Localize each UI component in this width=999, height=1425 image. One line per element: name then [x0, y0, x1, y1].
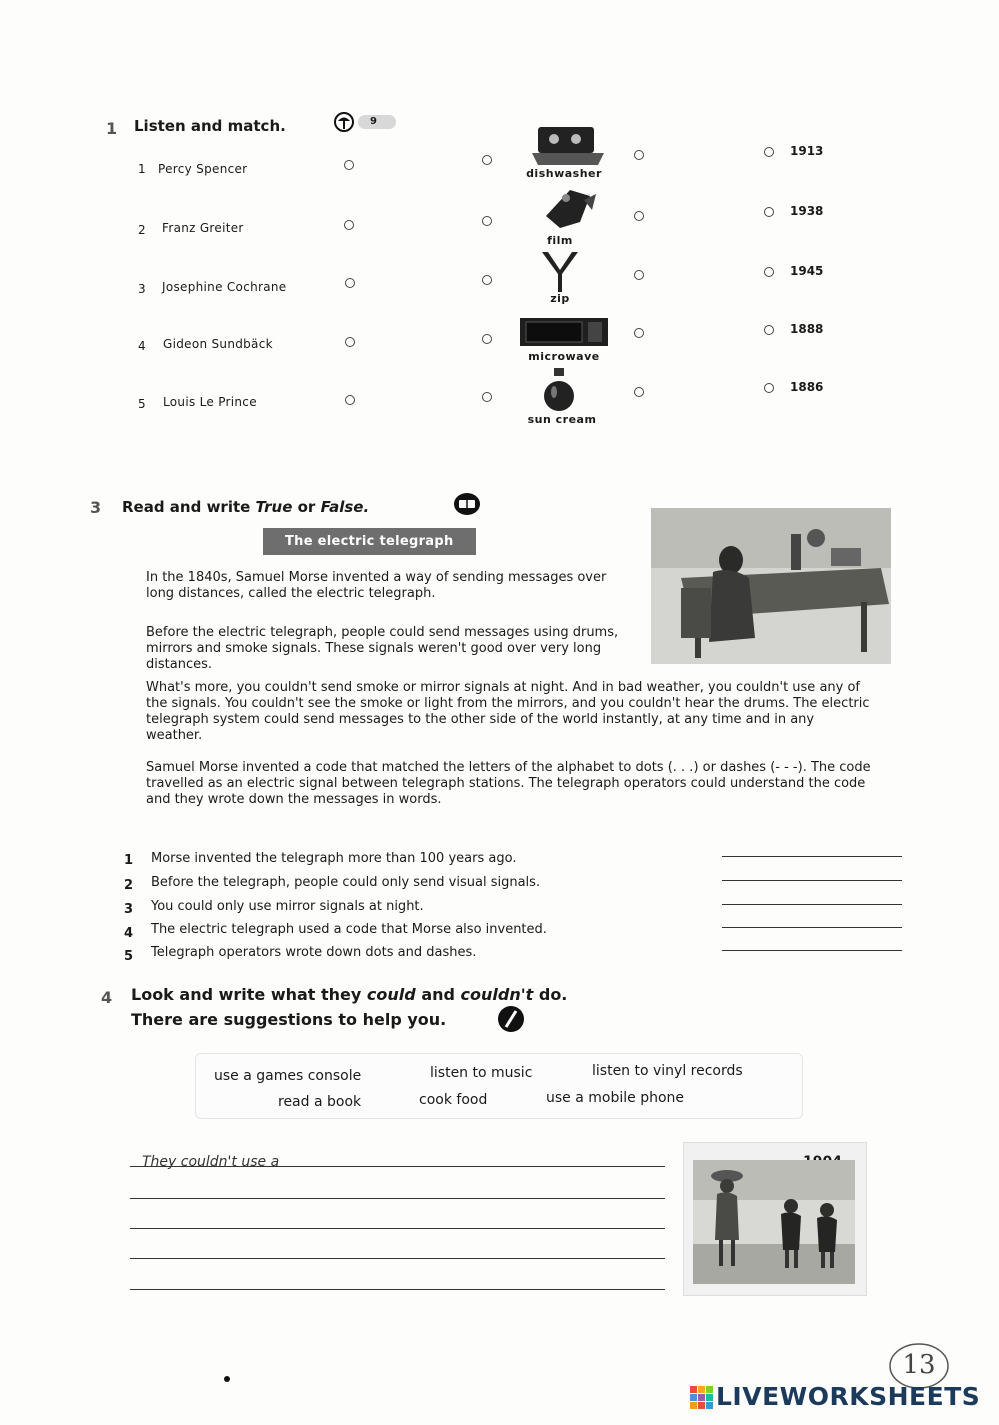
stray-dot — [224, 1376, 230, 1382]
answer-line-5[interactable] — [722, 950, 902, 951]
answer-line-3[interactable] — [722, 904, 902, 905]
pencil-icon — [496, 1005, 526, 1037]
audio-icon[interactable] — [332, 112, 356, 132]
example-answer: They couldn't use a — [142, 1154, 280, 1170]
statement-1-number: 1 — [124, 853, 134, 868]
person-3-number: 3 — [138, 282, 146, 296]
sun-cream-bottle-icon — [541, 366, 577, 416]
match-dot-person-5[interactable] — [345, 395, 355, 405]
year-1: 1913 — [790, 144, 824, 158]
item-5-caption: sun cream — [527, 413, 597, 426]
writing-line-1[interactable] — [130, 1166, 665, 1167]
statement-2-text: Before the telegraph, people could only send visual signals. — [151, 875, 541, 890]
year-3: 1945 — [790, 264, 824, 278]
statement-4-number: 4 — [124, 926, 134, 941]
match-dot-item-1-left[interactable] — [482, 155, 492, 165]
page-number: 13 — [902, 1350, 936, 1380]
writing-line-3[interactable] — [130, 1228, 665, 1229]
match-dot-item-2-right[interactable] — [634, 211, 644, 221]
match-dot-item-2-left[interactable] — [482, 216, 492, 226]
person-4-name: Gideon Sundbäck — [163, 337, 273, 351]
match-dot-item-3-left[interactable] — [482, 275, 492, 285]
match-dot-item-4-left[interactable] — [482, 334, 492, 344]
match-dot-person-3[interactable] — [345, 278, 355, 288]
reading-icon — [452, 492, 482, 520]
writing-line-4[interactable] — [130, 1258, 665, 1259]
statement-3-text: You could only use mirror signals at night. — [151, 899, 424, 914]
exercise-1-number: 1 — [106, 119, 118, 138]
paragraph-1-container — [146, 570, 624, 602]
statement-5-number: 5 — [124, 949, 134, 964]
suggestion-use-mobile-phone[interactable]: use a mobile phone — [546, 1090, 685, 1106]
item-2-caption: film — [547, 234, 573, 247]
match-dot-item-4-right[interactable] — [634, 328, 644, 338]
exercise-3-number: 3 — [90, 498, 102, 517]
person-3-name: Josephine Cochrane — [162, 280, 287, 294]
exercise-1-title: Listen and match. — [134, 117, 286, 135]
beach-photo — [693, 1160, 855, 1284]
answer-line-4[interactable] — [722, 927, 902, 928]
item-4-caption: microwave — [528, 350, 600, 363]
writing-line-2[interactable] — [130, 1198, 665, 1199]
match-dot-item-5-left[interactable] — [482, 392, 492, 402]
track-badge: 9 — [358, 115, 396, 129]
match-dot-person-4[interactable] — [345, 337, 355, 347]
statement-2-number: 2 — [124, 878, 134, 893]
statement-1-text: Morse invented the telegraph more than 100 years ago. — [151, 851, 517, 866]
text-title: The electric telegraph — [263, 528, 476, 555]
statement-4-text: The electric telegraph used a code that Morse also invented. — [151, 922, 547, 937]
match-dot-year-2[interactable] — [764, 207, 774, 217]
answer-line-1[interactable] — [722, 856, 902, 857]
year-4: 1888 — [790, 322, 824, 336]
telegraph-photo — [651, 508, 891, 664]
paragraph-1: In the 1840s, Samuel Morse invented a way of sending messages over long distances, called the electric telegraph. — [146, 570, 607, 601]
year-5: 1886 — [790, 380, 824, 394]
match-dot-year-5[interactable] — [764, 383, 774, 393]
dishwasher-icon — [528, 125, 608, 171]
suggestion-read-a-book[interactable]: read a book — [278, 1094, 362, 1110]
statement-5-text: Telegraph operators wrote down dots and dashes. — [151, 945, 477, 960]
match-dot-year-1[interactable] — [764, 147, 774, 157]
match-dot-person-2[interactable] — [344, 220, 354, 230]
statement-3-number: 3 — [124, 902, 134, 917]
paragraph-3-container — [146, 680, 871, 744]
suggestion-cook-food[interactable]: cook food — [419, 1092, 488, 1108]
answer-line-2[interactable] — [722, 880, 902, 881]
item-3-caption: zip — [550, 292, 570, 305]
liveworksheets-logo-icon — [690, 1386, 714, 1410]
match-dot-item-3-right[interactable] — [634, 270, 644, 280]
paragraph-4-container — [146, 760, 886, 808]
suggestion-listen-to-music[interactable]: listen to music — [430, 1065, 533, 1081]
person-4-number: 4 — [138, 339, 146, 353]
exercise-4-subtitle: There are suggestions to help you. — [131, 1010, 447, 1029]
match-dot-year-3[interactable] — [764, 267, 774, 277]
match-dot-item-5-right[interactable] — [634, 387, 644, 397]
exercise-3-title: Read and write True or False. — [122, 498, 370, 516]
paragraph-4: Samuel Morse invented a code that matched the letters of the alphabet to dots (. . .) or dashes (- - -). The code travelled as an electric signal between telegraph stations. The telegraph operators could understand the code and they wrote down the messages in words. — [146, 760, 871, 807]
person-1-name: Percy Spencer — [158, 162, 248, 176]
year-2: 1938 — [790, 204, 824, 218]
brand-name: LIVEWORKSHEETS — [716, 1382, 981, 1411]
zip-icon — [538, 250, 582, 298]
paragraph-3: What's more, you couldn't send smoke or mirror signals at night. And in bad weather, you couldn't use any of the signals. You couldn't see the smoke or light from the mirrors, and you couldn't hear the drums. The electric telegraph system could send messages to the other side of the world instantly, at any time and in any weather. — [146, 680, 870, 743]
item-1-caption: dishwasher — [526, 167, 602, 180]
writing-line-5[interactable] — [130, 1289, 665, 1290]
person-5-name: Louis Le Prince — [163, 395, 257, 409]
match-dot-person-1[interactable] — [344, 160, 354, 170]
suggestion-listen-to-vinyl[interactable]: listen to vinyl records — [592, 1063, 743, 1079]
exercise-4-number: 4 — [101, 988, 113, 1007]
microwave-icon — [518, 316, 610, 352]
person-2-name: Franz Greiter — [162, 221, 244, 235]
film-camera-icon — [540, 186, 600, 234]
person-5-number: 5 — [138, 397, 146, 411]
suggestion-use-games-console[interactable]: use a games console — [214, 1068, 362, 1084]
person-1-number: 1 — [138, 162, 146, 176]
paragraph-2-container — [146, 625, 624, 673]
match-dot-year-4[interactable] — [764, 325, 774, 335]
paragraph-2: Before the electric telegraph, people could send messages using drums, mirrors and smoke signals. These signals weren't good over very long distances. — [146, 625, 619, 672]
match-dot-item-1-right[interactable] — [634, 150, 644, 160]
exercise-4-title: Look and write what they could and couldn't do. — [131, 985, 568, 1004]
person-2-number: 2 — [138, 223, 146, 237]
